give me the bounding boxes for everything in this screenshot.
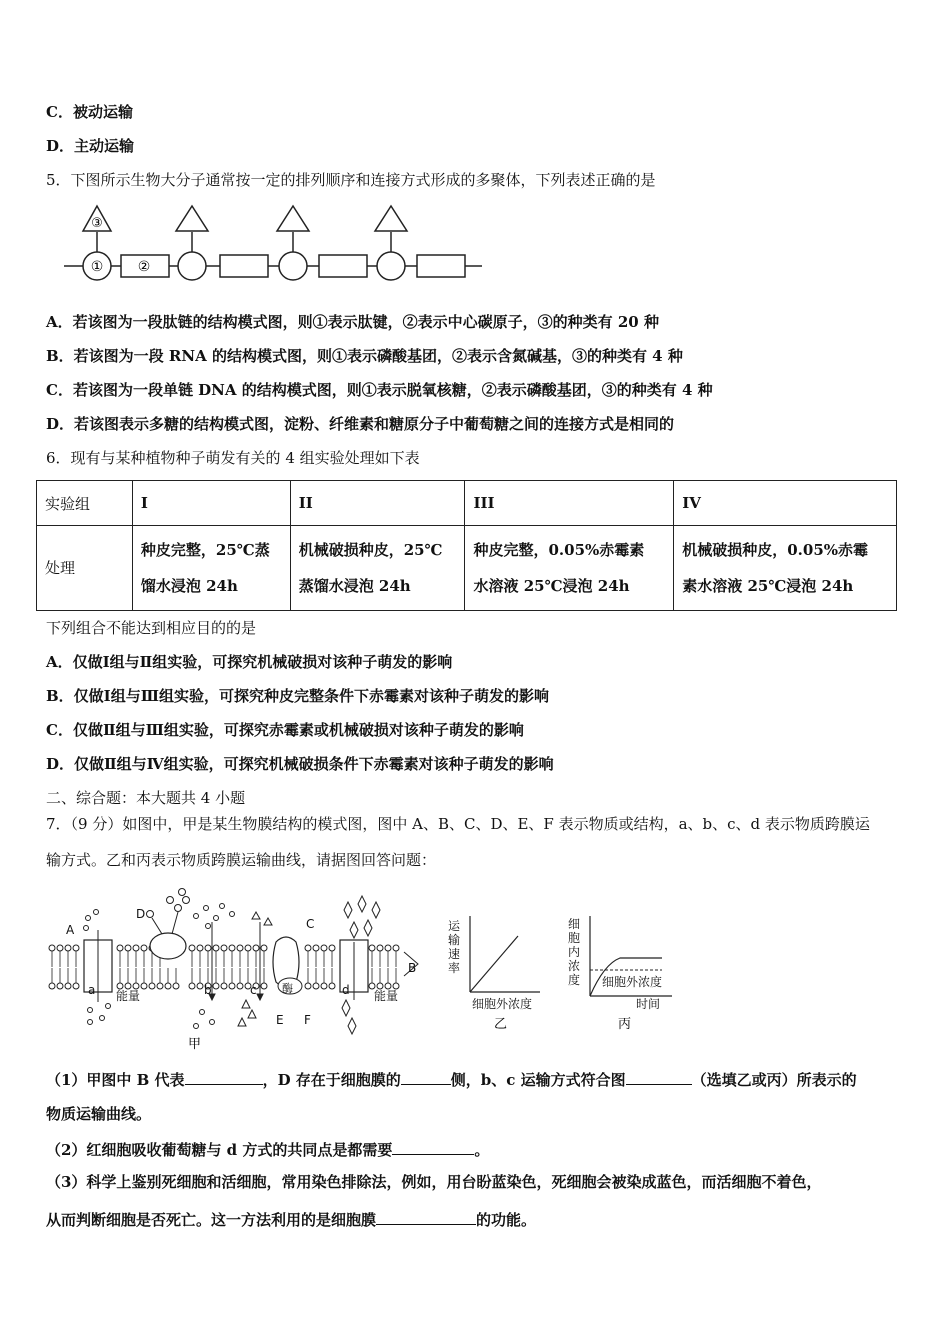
letter-a: A [66, 923, 75, 937]
graph-yi [440, 912, 550, 1032]
q5-stem: 5．下图所示生物大分子通常按一定的排列顺序和连接方式形成的多聚体，下列表述正确的是 [46, 171, 656, 189]
option-d-prev: D．主动运输 [46, 137, 135, 155]
experiment-table [36, 480, 897, 611]
dash-label: 细胞外浓度 [602, 975, 663, 989]
way-d: d [342, 983, 350, 997]
section-title: 二、综合题：本大题共 4 小题 [46, 789, 246, 807]
table-header-cell: 实验组 [37, 481, 133, 526]
ylabel-char: 速 [448, 947, 461, 961]
text-part: 。 [474, 1141, 490, 1159]
q5-option-c: C．若该图为一段单链 DNA 的结构模式图，则①表示脱氧核糖，②表示磷酸基团，③的种类有 4 种 [46, 381, 713, 399]
table-header-cell: IV [674, 481, 897, 526]
way-a: a [88, 983, 96, 997]
q6-option-d: D．仅做Ⅱ组与Ⅳ组实验，可探究机械破损条件下赤霉素对该种子萌发的影响 [46, 755, 554, 773]
text-part: ，D 存在于细胞膜的 [262, 1071, 401, 1089]
q6-option-a: A．仅做Ⅰ组与Ⅱ组实验，可探究机械破损对该种子萌发的影响 [46, 653, 453, 671]
table-cell: 种皮完整，0.05%赤霉素 水溶液 25℃浸泡 24h [465, 526, 674, 611]
q5-option-d: D．若该图表示多糖的结构模式图，淀粉、纤维素和糖原分子中葡萄糖之间的连接方式是相同的 [46, 415, 675, 433]
graph-bing [562, 912, 692, 1036]
table-header-row [37, 481, 897, 526]
table-header-cell: III [465, 481, 674, 526]
answer-blank-2[interactable] [401, 1068, 451, 1085]
label-1: ① [90, 259, 104, 275]
table-row [37, 526, 897, 611]
caption-yi: 乙 [494, 1017, 508, 1032]
q7-sub3-line1: （3）科学上鉴别死细胞和活细胞，常用染色排除法，例如，用台盼蓝染色，死细胞会被染成蓝色，而活细胞不着色， [46, 1173, 822, 1191]
ylabel-char: 胞 [568, 931, 581, 945]
text-part: 的功能。 [476, 1211, 537, 1229]
answer-blank-3[interactable] [626, 1068, 692, 1085]
q6-option-b: B．仅做Ⅰ组与Ⅲ组实验，可探究种皮完整条件下赤霉素对该种子萌发的影响 [46, 687, 549, 705]
ylabel-char: 细 [568, 917, 581, 931]
ylabel-char: 输 [448, 933, 461, 947]
table-cell: 种皮完整，25℃蒸 馏水浸泡 24h [132, 526, 290, 611]
q5-option-b: B．若该图为一段 RNA 的结构模式图，则①表示磷酸基团，②表示含氮碱基，③的种类有 4 种 [46, 347, 683, 365]
enzyme-label: 酶 [282, 982, 293, 995]
ylabel-char: 率 [448, 961, 461, 975]
text-part: （选填乙或丙）所表示的 [691, 1071, 857, 1089]
text-part: （1）甲图中 B 代表 [46, 1071, 185, 1089]
letter-e: E [276, 1013, 284, 1027]
energy-label-2: 能量 [374, 989, 399, 1003]
q7-stem-line1: 7．（9 分）如图中，甲是某生物膜结构的模式图，图中 A、B、C、D、E、F 表示物质或结构，a、b、c、d 表示物质跨膜运 [46, 815, 870, 833]
letter-b: B [408, 961, 417, 975]
letter-f: F [304, 1013, 311, 1027]
q7-sub2 [46, 1138, 489, 1160]
label-2: ② [137, 259, 151, 275]
ylabel-char: 内 [568, 945, 581, 959]
xlabel: 时间 [636, 997, 661, 1011]
table-cell: 机械破损种皮，0.05%赤霉 素水溶液 25℃浸泡 24h [674, 526, 897, 611]
label-3: ③ [91, 216, 103, 231]
q7-stem-line2: 输方式。乙和丙表示物质跨膜运输曲线，请据图回答问题： [46, 851, 437, 869]
ylabel-char: 度 [568, 973, 581, 987]
q6-prompt: 下列组合不能达到相应目的的是 [46, 619, 257, 637]
caption-jia: 甲 [188, 1037, 202, 1052]
letter-c: C [306, 917, 315, 931]
text-part: 从而判断细胞是否死亡。这一方法利用的是细胞膜 [46, 1211, 377, 1229]
answer-blank-5[interactable] [376, 1208, 476, 1225]
q6-option-c: C．仅做Ⅱ组与Ⅲ组实验，可探究赤霉素或机械破损对该种子萌发的影响 [46, 721, 524, 739]
option-c-prev: C．被动运输 [46, 103, 133, 121]
answer-blank-4[interactable] [392, 1138, 474, 1155]
text-part: 侧，b、c 运输方式符合图 [450, 1071, 626, 1089]
q5-option-a: A．若该图为一段肽链的结构模式图，则①表示肽键，②表示中心碳原子，③的种类有 20 种 [46, 313, 659, 331]
text-part: （2）红细胞吸收葡萄糖与 d 方式的共同点是都需要 [46, 1141, 393, 1159]
table-header-cell: II [290, 481, 465, 526]
table-header-cell: I [132, 481, 290, 526]
membrane-figure [46, 882, 426, 1052]
q7-sub1-line2: 物质运输曲线。 [46, 1105, 152, 1123]
q6-stem: 6．现有与某种植物种子萌发有关的 4 组实验处理如下表 [46, 449, 420, 467]
answer-blank-1[interactable] [185, 1068, 263, 1085]
polymer-diagram [60, 200, 490, 290]
energy-label-1: 能量 [116, 989, 141, 1003]
xlabel: 细胞外浓度 [472, 997, 533, 1011]
caption-bing: 丙 [618, 1017, 632, 1032]
table-row-label: 处理 [37, 526, 133, 611]
way-c: c [250, 983, 257, 997]
way-b: b [204, 983, 212, 997]
table-cell: 机械破损种皮，25℃ 蒸馏水浸泡 24h [290, 526, 465, 611]
q7-sub3-line2 [46, 1208, 536, 1230]
ylabel-char: 浓 [568, 959, 581, 973]
ylabel-char: 运 [448, 919, 461, 933]
q7-sub1-line1 [46, 1068, 857, 1090]
letter-d: D [136, 907, 146, 921]
